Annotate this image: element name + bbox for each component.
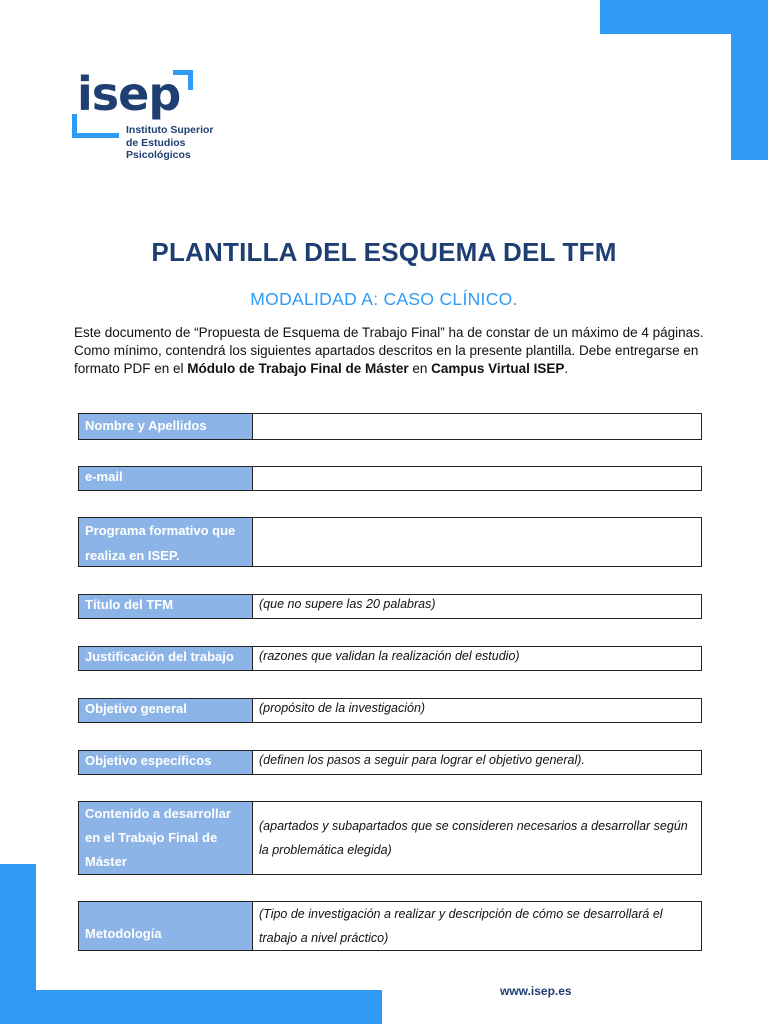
isep-logo: [72, 68, 222, 164]
intro-paragraph: [74, 324, 704, 378]
logo-bracket-top-icon: [173, 70, 193, 90]
form-row-titulo: [78, 594, 702, 619]
field-value-programa[interactable]: [253, 518, 701, 566]
intro-bold-campus: Campus Virtual ISEP: [431, 361, 565, 376]
form-row-metodologia: [78, 901, 702, 951]
logo-tagline-line: Psicológicos: [126, 149, 191, 161]
corner-decoration-bottom-left: [0, 990, 382, 1024]
logo-wordmark: isep: [77, 67, 181, 121]
field-label-metodologia-text: Metodología: [85, 926, 162, 941]
field-label-justificacion: Justificación del trabajo: [79, 647, 253, 670]
logo-bracket-bottom-icon: [72, 114, 119, 138]
field-value-titulo[interactable]: (que no supere las 20 palabras): [259, 597, 436, 611]
field-label-titulo: Título del TFM: [79, 595, 253, 618]
form-row-nombre: [78, 413, 702, 440]
field-label-objetivo-general: Objetivo general: [79, 699, 253, 722]
document-title: PLANTILLA DEL ESQUEMA DEL TFM: [151, 237, 617, 267]
field-value-objetivo-general[interactable]: (propósito de la investigación): [259, 701, 426, 715]
field-label-nombre: Nombre y Apellidos: [79, 414, 253, 439]
logo-tagline: [126, 124, 214, 162]
field-value-contenido[interactable]: [253, 802, 701, 874]
field-label-email: e-mail: [79, 467, 253, 490]
field-value-email[interactable]: [253, 467, 701, 490]
document-subtitle: MODALIDAD A: CASO CLÍNICO.: [250, 289, 518, 309]
field-label-programa: Programa formativo que realiza en ISEP.: [79, 518, 253, 566]
form-row-objetivo-general: [78, 698, 702, 723]
form-row-contenido: [78, 801, 702, 875]
field-value-objetivos-especificos[interactable]: (definen los pasos a seguir para lograr el objetivo general).: [259, 753, 585, 767]
intro-bold-module: Módulo de Trabajo Final de Máster: [187, 361, 409, 376]
form-row-objetivos-especificos: [78, 750, 702, 775]
intro-text: Este documento de “Propuesta de Esquema de Trabajo Final” ha de constar de un máximo de 4 páginas. Como mínimo, contendrá los siguientes apartados descritos en la presente plantilla. Debe entregarse en formato PDF en el: [74, 325, 704, 376]
form-row-email: [78, 466, 702, 491]
intro-text: .: [564, 361, 569, 376]
field-value-contenido-text: (apartados y subapartados que se consideren necesarios a desarrollar según la problemática elegida): [259, 819, 688, 857]
footer-website-link[interactable]: www.isep.es: [500, 984, 572, 998]
form-row-programa: [78, 517, 702, 567]
corner-decoration-top-right-vertical: [731, 0, 768, 160]
form-row-justificacion: [78, 646, 702, 671]
field-label-metodologia: [79, 902, 253, 950]
logo-tagline-line: de Estudios: [126, 136, 186, 149]
field-value-nombre[interactable]: [253, 414, 701, 439]
logo-tagline-line: Instituto Superior: [126, 124, 214, 136]
field-value-justificacion[interactable]: (razones que validan la realización del estudio): [259, 649, 520, 663]
field-value-metodologia[interactable]: (Tipo de investigación a realizar y descripción de cómo se desarrollará el trabajo a nivel práctico): [259, 907, 663, 945]
intro-text: en: [408, 361, 432, 376]
field-label-contenido: Contenido a desarrollar en el Trabajo Final de Máster: [79, 802, 253, 874]
field-label-objetivos-especificos: Objetivo específicos: [79, 751, 253, 774]
